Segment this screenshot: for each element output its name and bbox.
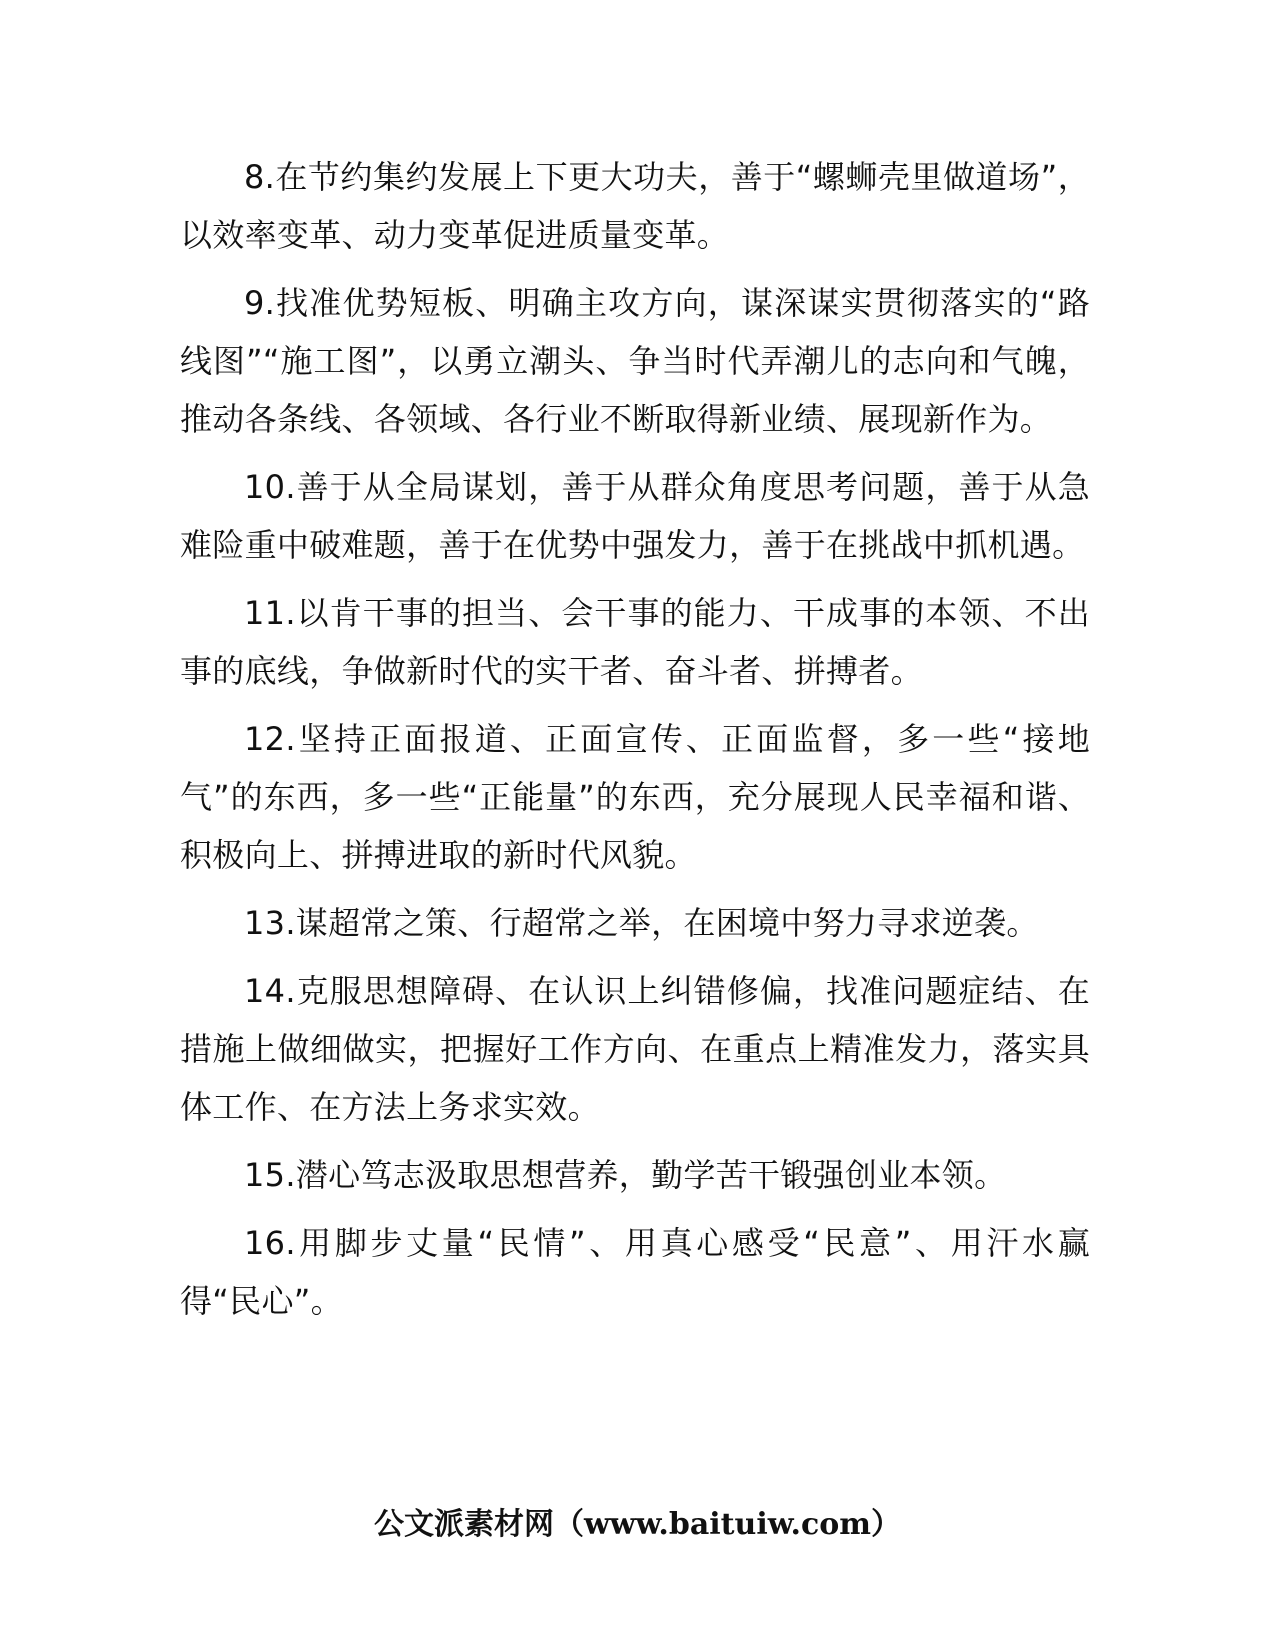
- paragraph-9: 9.找准优势短板、明确主攻方向，谋深谋实贯彻落实的“路线图”“施工图”，以勇立潮头、争当时代弄潮儿的志向和气魄，推动各条线、各领域、各行业不断取得新业绩、展现新作为。: [180, 284, 1090, 438]
- footer-source: 公文派素材网（www.baituiw.com）: [373, 1507, 902, 1542]
- paragraph-14: 14.克服思想障碍、在认识上纠错修偏，找准问题症结、在措施上做细做实，把握好工作方向、在重点上精准发力，落实具体工作、在方法上务求实效。: [180, 972, 1090, 1126]
- document-body: [180, 148, 1090, 1340]
- paragraph-16: 16.用脚步丈量“民情”、用真心感受“民意”、用汗水赢得“民心”。: [180, 1224, 1090, 1320]
- paragraph-11: 11.以肯干事的担当、会干事的能力、干成事的本领、不出事的底线，争做新时代的实干者、奋斗者、拼搏者。: [180, 594, 1090, 690]
- paragraph-15: 15.潜心笃志汲取思想营养，勤学苦干锻强创业本领。: [244, 1156, 1007, 1194]
- paragraph-12: 12.坚持正面报道、正面宣传、正面监督，多一些“接地气”的东西，多一些“正能量”的东西，充分展现人民幸福和谐、积极向上、拼搏进取的新时代风貌。: [180, 720, 1090, 874]
- paragraph-10: 10.善于从全局谋划，善于从群众角度思考问题，善于从急难险重中破难题，善于在优势中强发力，善于在挑战中抓机遇。: [180, 468, 1090, 564]
- paragraph-13: 13.谋超常之策、行超常之举，在困境中努力寻求逆袭。: [244, 904, 1039, 942]
- paragraph-8: 8.在节约集约发展上下更大功夫，善于“螺蛳壳里做道场”，以效率变革、动力变革促进质量变革。: [180, 158, 1090, 254]
